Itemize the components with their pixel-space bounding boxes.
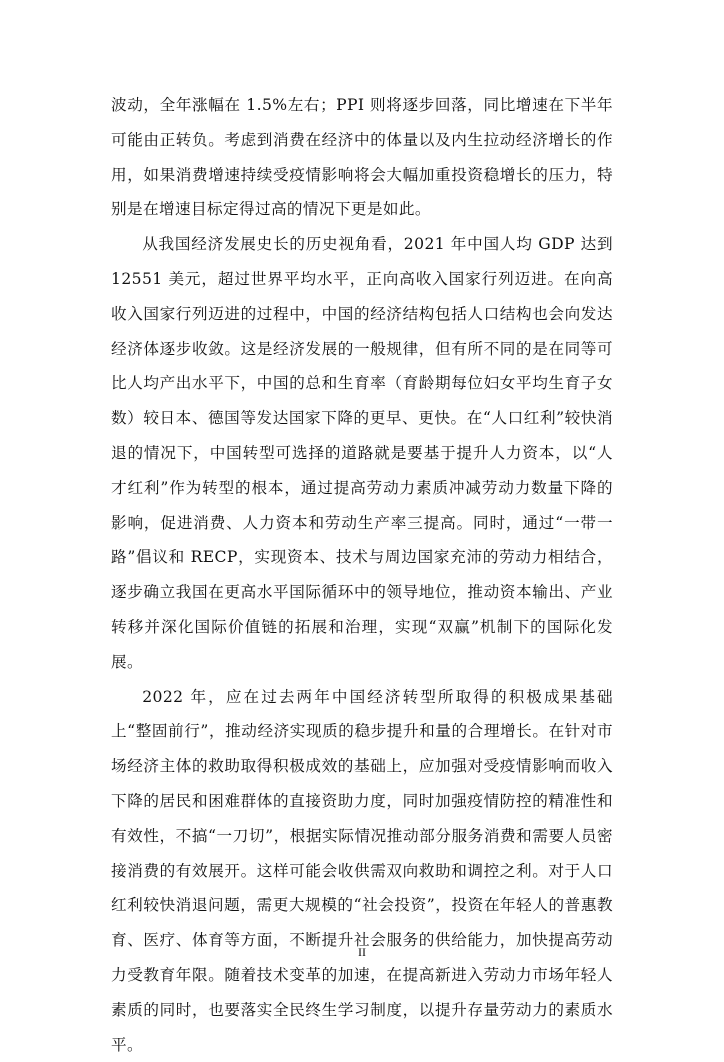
paragraph-continuation: 波动，全年涨幅在 1.5%左右；PPI 则将逐步回落，同比增速在下半年可能由正转负。考虑到消费在经济中的体量以及内生拉动经济增长的作用，如果消费增速持续受疫情影响将会大幅加重投资稳增长的压力，特别是在增速目标定得过高的情况下更是如此。: [111, 96, 613, 219]
paragraph-2022-outlook: 2022 年，应在过去两年中国经济转型所取得的积极成果基础上“整固前行”，推动经济实现质的稳步提升和量的合理增长。在针对市场经济主体的救助取得积极成效的基础上，应加强对受疫情影响而收入下降的居民和困难群体的直接资助力度，同时加强疫情防控的精准性和有效性，不搞“一刀切”，根据实际情况推动部分服务消费和需要人员密接消费的有效展开。这样可能会收供需双向救助和调控之利。对于人口红利较快消退问题，需更大规模的“社会投资”，投资在年轻人的普惠教育、医疗、体育等方面，不断提升社会服务的供给能力，加快提高劳动力受教育年限。随着技术变革的加速，在提高新进入劳动力市场年轻人素质的同时，也要落实全民终生学习制度，以提升存量劳动力的素质水平。: [111, 687, 613, 1054]
page-number: II: [358, 945, 366, 959]
paragraph-economic-history: 从我国经济发展史长的历史视角看，2021 年中国人均 GDP 达到 12551 美元，超过世界平均水平，正向高收入国家行列迈进。在向高收入国家行列迈进的过程中，中国的经济结构包括人口结构也会向发达经济体逐步收敛。这是经济发展的一般规律，但有所不同的是在同等可比人均产出水平下，中国的总和生育率（育龄期每位妇女平均生育子女数）较日本、德国等发达国家下降的更早、更快。在“人口红利”较快消退的情况下，中国转型可选择的道路就是要基于提升人力资本，以“人才红利”作为转型的根本，通过提高劳动力素质冲减劳动力数量下降的影响，促进消费、人力资本和劳动生产率三提高。同时，通过“一带一路”倡议和 RECP，实现资本、技术与周边国家充沛的劳动力相结合，逐步确立我国在更高水平国际循环中的领导地位，推动资本输出、产业转移并深化国际价值链的拓展和治理，实现“双赢”机制下的国际化发展。: [111, 235, 613, 671]
body-text: [111, 88, 613, 1062]
